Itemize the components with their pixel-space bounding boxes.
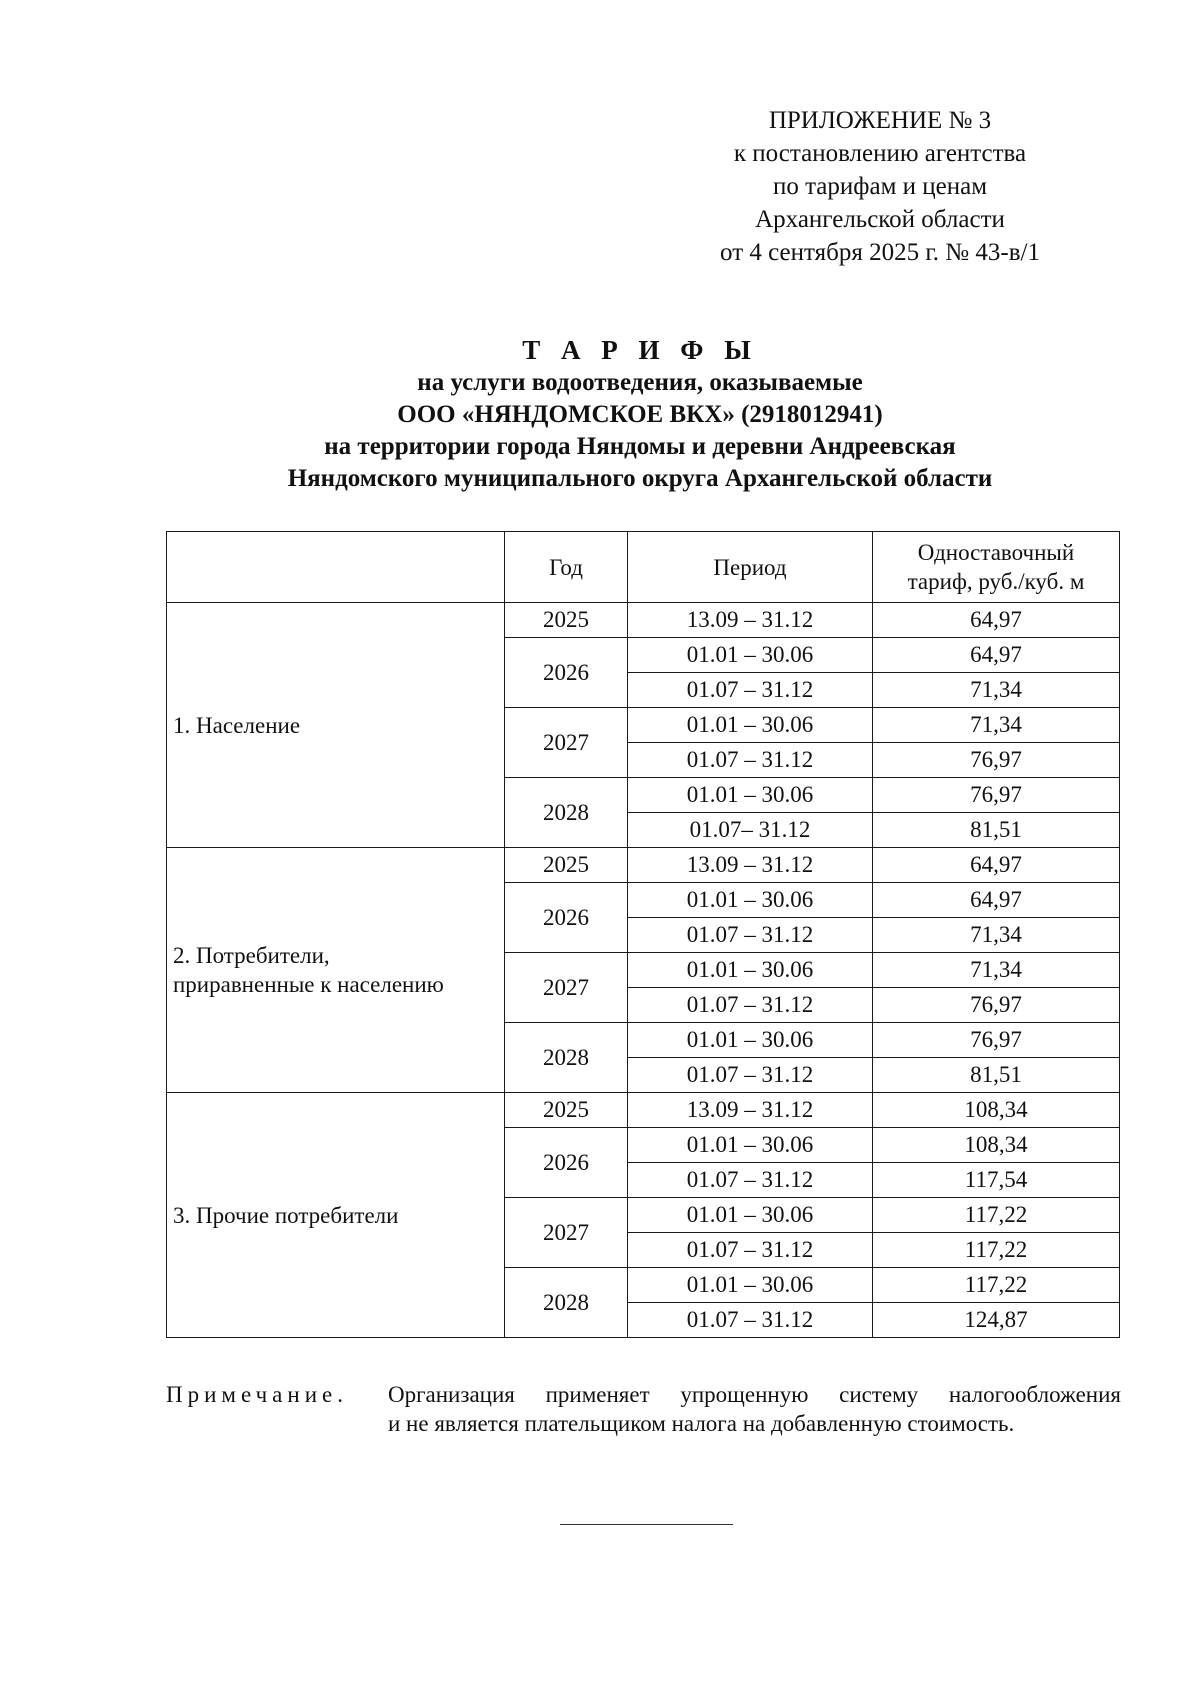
tariff-cell: 64,97 bbox=[873, 848, 1120, 883]
appendix-line: Архангельской области bbox=[755, 206, 1005, 233]
period-cell: 01.01 – 30.06 bbox=[628, 1023, 873, 1058]
category-label: 1. Население bbox=[173, 712, 301, 738]
category-cell bbox=[167, 848, 505, 1093]
note-line: и не является плательщиком налога на добавленную стоимость. bbox=[388, 1411, 1015, 1436]
tariff-cell: 108,34 bbox=[873, 1093, 1120, 1128]
document-title bbox=[60, 334, 1200, 495]
table-row bbox=[167, 848, 1120, 883]
period-cell: 01.01 – 30.06 bbox=[628, 953, 873, 988]
tariff-cell: 124,87 bbox=[873, 1303, 1120, 1338]
period-cell: 01.07– 31.12 bbox=[628, 813, 873, 848]
category-label: 3. Прочие потребители bbox=[173, 1202, 399, 1228]
year-cell: 2028 bbox=[505, 1268, 628, 1338]
title-line: на услуги водоотведения, оказываемые bbox=[417, 369, 863, 396]
appendix-date: от 4 сентября 2025 г. № 43-в/1 bbox=[720, 239, 1040, 266]
period-cell: 01.01 – 30.06 bbox=[628, 1268, 873, 1303]
tariff-cell: 117,22 bbox=[873, 1233, 1120, 1268]
year-cell: 2026 bbox=[505, 883, 628, 953]
period-cell: 01.07 – 31.12 bbox=[628, 1303, 873, 1338]
tariff-cell: 76,97 bbox=[873, 1023, 1120, 1058]
year-cell: 2027 bbox=[505, 953, 628, 1023]
year-cell: 2027 bbox=[505, 1198, 628, 1268]
title-line: Няндомского муниципального округа Архангельской области bbox=[287, 465, 993, 492]
appendix-line: по тарифам и ценам bbox=[772, 173, 988, 200]
year-cell: 2026 bbox=[505, 1128, 628, 1198]
period-cell: 01.01 – 30.06 bbox=[628, 638, 873, 673]
period-cell: 01.07 – 31.12 bbox=[628, 743, 873, 778]
tariff-cell: 64,97 bbox=[873, 883, 1120, 918]
header-tariff-line: тариф, руб./куб. м bbox=[907, 569, 1085, 594]
period-cell: 13.09 – 31.12 bbox=[628, 848, 873, 883]
tariff-cell: 117,22 bbox=[873, 1198, 1120, 1233]
tariff-cell: 64,97 bbox=[873, 603, 1120, 638]
tariff-cell: 64,97 bbox=[873, 638, 1120, 673]
header-year: Год bbox=[505, 532, 628, 603]
period-cell: 01.01 – 30.06 bbox=[628, 1128, 873, 1163]
period-cell: 01.01 – 30.06 bbox=[628, 778, 873, 813]
category-label: 2. Потребители, bbox=[173, 943, 330, 968]
note-label: Примечание. bbox=[166, 1382, 348, 1407]
table-header-row bbox=[167, 532, 1120, 603]
table-row bbox=[167, 603, 1120, 638]
tariff-cell: 117,22 bbox=[873, 1268, 1120, 1303]
title-heading: Т А Р И Ф Ы bbox=[522, 335, 758, 365]
closing-rule bbox=[560, 1524, 733, 1525]
tariff-cell: 117,54 bbox=[873, 1163, 1120, 1198]
tariff-cell: 81,51 bbox=[873, 1058, 1120, 1093]
note-text bbox=[388, 1380, 1121, 1438]
tariff-cell: 71,34 bbox=[873, 953, 1120, 988]
appendix-number: ПРИЛОЖЕНИЕ № 3 bbox=[768, 107, 992, 134]
header-period: Период bbox=[628, 532, 873, 603]
period-cell: 01.01 – 30.06 bbox=[628, 1198, 873, 1233]
period-cell: 01.07 – 31.12 bbox=[628, 988, 873, 1023]
period-cell: 13.09 – 31.12 bbox=[628, 603, 873, 638]
header-tariff bbox=[873, 532, 1120, 603]
period-cell: 01.07 – 31.12 bbox=[628, 918, 873, 953]
period-cell: 01.07 – 31.12 bbox=[628, 673, 873, 708]
period-cell: 13.09 – 31.12 bbox=[628, 1093, 873, 1128]
tariff-cell: 71,34 bbox=[873, 673, 1120, 708]
period-cell: 01.01 – 30.06 bbox=[628, 708, 873, 743]
category-label: приравненные к населению bbox=[173, 972, 444, 997]
tariff-cell: 76,97 bbox=[873, 778, 1120, 813]
category-cell bbox=[167, 603, 505, 848]
note-line: Организация применяет упрощенную систему налогообложения bbox=[388, 1382, 1121, 1407]
year-cell: 2025 bbox=[505, 603, 628, 638]
period-cell: 01.07 – 31.12 bbox=[628, 1163, 873, 1198]
appendix-header bbox=[690, 104, 1070, 269]
year-cell: 2028 bbox=[505, 1023, 628, 1093]
year-cell: 2026 bbox=[505, 638, 628, 708]
tariff-cell: 76,97 bbox=[873, 988, 1120, 1023]
appendix-line: к постановлению агентства bbox=[733, 140, 1027, 167]
category-cell bbox=[167, 1093, 505, 1338]
year-cell: 2028 bbox=[505, 778, 628, 848]
header-tariff-line: Одноставочный bbox=[917, 540, 1075, 565]
year-cell: 2025 bbox=[505, 1093, 628, 1128]
tariff-cell: 81,51 bbox=[873, 813, 1120, 848]
year-cell: 2025 bbox=[505, 848, 628, 883]
table-row bbox=[167, 1093, 1120, 1128]
tariff-cell: 108,34 bbox=[873, 1128, 1120, 1163]
tariff-cell: 71,34 bbox=[873, 708, 1120, 743]
year-cell: 2027 bbox=[505, 708, 628, 778]
tariff-cell: 71,34 bbox=[873, 918, 1120, 953]
period-cell: 01.07 – 31.12 bbox=[628, 1058, 873, 1093]
title-line: на территории города Няндомы и деревни Андреевская bbox=[324, 433, 956, 460]
period-cell: 01.07 – 31.12 bbox=[628, 1233, 873, 1268]
header-category bbox=[167, 532, 505, 603]
table-body bbox=[167, 603, 1120, 1338]
tariff-table bbox=[166, 531, 1120, 1338]
period-cell: 01.01 – 30.06 bbox=[628, 883, 873, 918]
title-line: ООО «НЯНДОМСКОЕ ВКХ» (2918012941) bbox=[397, 401, 883, 428]
tariff-cell: 76,97 bbox=[873, 743, 1120, 778]
